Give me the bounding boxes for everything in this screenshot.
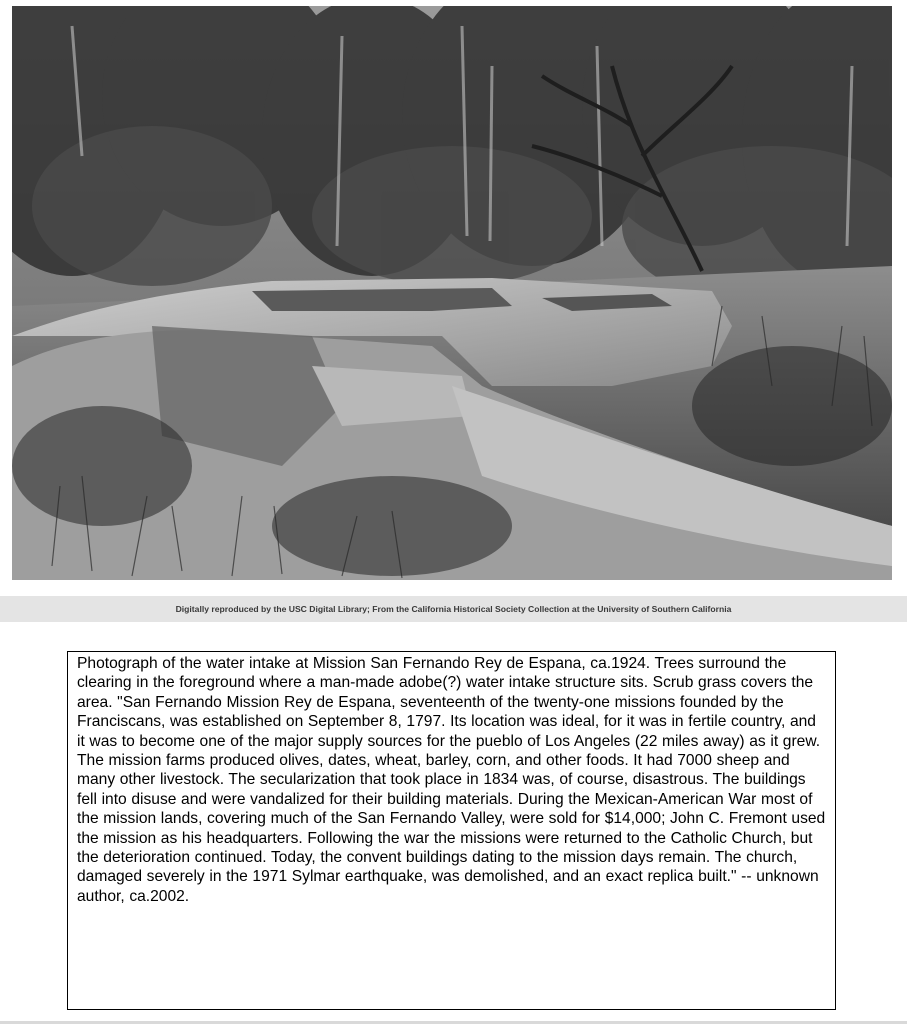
photograph-illustration <box>12 6 892 580</box>
caption-box <box>67 651 836 1010</box>
historical-photograph <box>12 6 892 580</box>
credit-bar <box>0 596 907 622</box>
photo-credit: Digitally reproduced by the USC Digital Library; From the California Historical Society Collection at the University of Southern California <box>175 604 732 614</box>
caption-text: Photograph of the water intake at Mission San Fernando Rey de Espana, ca.1924. Trees surround the clearing in the foreground where a man-made adobe(?) water intake structure sits. Scrub grass covers the area. "San Fernando Mission Rey de Espana, seventeenth of the twenty-one missions founded by the Franciscans, was established on September 8, 1797. Its location was ideal, for it was in fertile country, and it was to become one of the major supply sources for the pueblo of Los Angeles (22 miles away) as it grew. The mission farms produced olives, dates, wheat, barley, corn, and other foods. It had 7000 sheep and many other livestock. The secularization that took place in 1834 was, of course, disastrous. The buildings fell into disuse and were vandalized for their building materials. During the Mexican-American War most of the mission lands, covering much of the San Fernando Valley, were sold for $14,000; John C. Fremont used the mission as his headquarters. Following the war the missions were returned to the Catholic Church, but the deterioration continued. Today, the convent buildings dating to the mission days remain. The church, damaged severely in the 1971 Sylmar earthquake, was demolished, and an exact replica built." -- unknown author, ca.2002. <box>77 655 826 905</box>
